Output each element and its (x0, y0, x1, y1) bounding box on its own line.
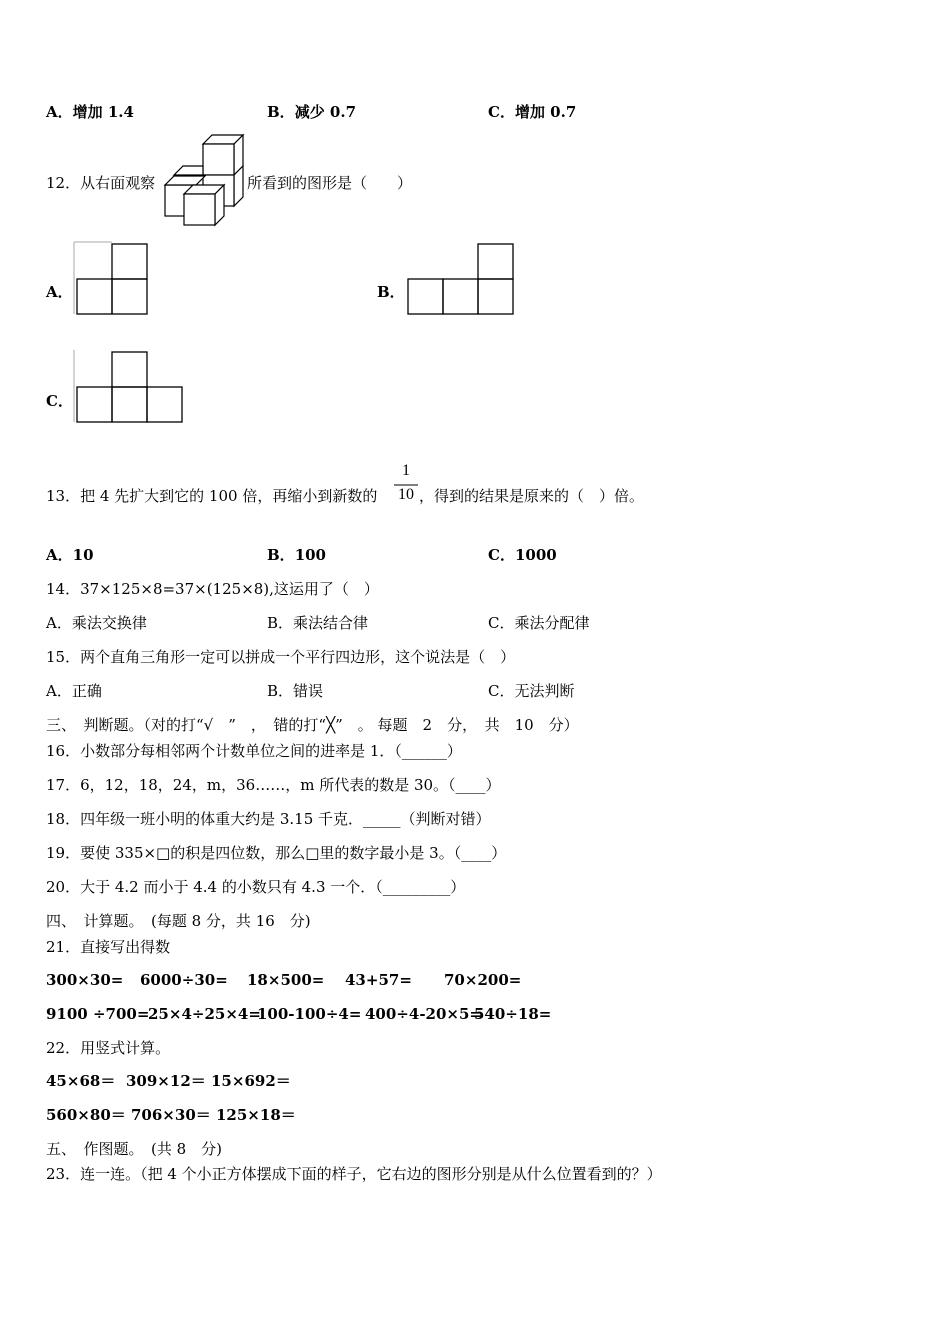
option-text: 增加 1.4 (72, 103, 134, 121)
q11-option-c[interactable] (488, 102, 576, 122)
q15-option-c[interactable] (488, 681, 575, 701)
q12-option-c-figure[interactable] (73, 348, 185, 426)
q12-option-a-label[interactable]: A． (46, 283, 73, 301)
q23-stem: 23．连一连。（把 4 个小正方体摆成下面的样子，它右边的图形分别是从什么位置看到的？） (46, 1165, 662, 1183)
section-5-heading: 五、 作图题。 (共 8 分) (46, 1140, 223, 1158)
q21-expression: 43+57= (345, 971, 412, 989)
q12-option-b-figure[interactable] (404, 240, 516, 318)
q13-stem-post: ，得到的结果是原来的（ ）倍。 (419, 487, 645, 505)
q21-expression: 400÷4-20×5= (365, 1005, 482, 1023)
q21-expression: 6000÷30= (140, 971, 228, 989)
q21-expression: 300×30= (46, 971, 124, 989)
q21-expression: 100-100÷4= (257, 1005, 362, 1023)
q12-stem-pre: 12．从右面观察 (46, 174, 156, 192)
q12-option-a-figure[interactable] (73, 240, 151, 318)
option-letter: B． (267, 614, 294, 632)
option-text: 增加 0.7 (514, 103, 577, 121)
option-text: 100 (294, 546, 326, 564)
q21-expression: 70×200= (444, 971, 522, 989)
q13-option-c[interactable] (488, 545, 557, 565)
option-letter: C． (488, 614, 515, 632)
q12-option-b-label[interactable]: B． (377, 283, 405, 301)
q22-stem: 22．用竖式计算。 (46, 1039, 171, 1057)
q15-option-a[interactable] (46, 681, 102, 701)
fraction-denominator: 10 (398, 486, 414, 503)
option-letter: A． (46, 103, 73, 121)
q17-stem: 17．6，12，18，24，m，36……，m 所代表的数是 30。（____） (46, 776, 501, 794)
q22-expression: 15×692＝ (211, 1072, 291, 1090)
q22-expression: 309×12＝ (126, 1072, 206, 1090)
option-text: 10 (72, 546, 94, 564)
q21-expression: 540÷18= (474, 1005, 552, 1023)
option-letter: A． (46, 682, 72, 700)
option-letter: B． (267, 103, 295, 121)
option-text: 减少 0.7 (294, 103, 357, 121)
option-text: 乘法分配律 (514, 614, 590, 632)
q11-option-a[interactable] (46, 102, 134, 122)
option-text: 乘法交换律 (71, 614, 147, 632)
q21-expression: 25×4÷25×4= (148, 1005, 261, 1023)
q13-option-b[interactable] (267, 545, 326, 565)
q13-stem-pre: 13．把 4 先扩大到它的 100 倍，再缩小到新数的 (46, 487, 378, 505)
q14-option-c[interactable] (488, 613, 590, 633)
option-letter: C． (488, 103, 515, 121)
option-letter: A． (46, 546, 73, 564)
q14-option-a[interactable] (46, 613, 147, 633)
q22-expression: 706×30＝ (131, 1106, 211, 1124)
q14-stem: 14．37×125×8=37×(125×8),这运用了（ ） (46, 580, 379, 598)
option-letter: C． (488, 546, 515, 564)
q21-stem: 21．直接写出得数 (46, 938, 171, 956)
q12-stem-post: 所看到的图形是（ ） (247, 174, 413, 192)
q13-option-a[interactable] (46, 545, 94, 565)
q15-stem: 15．两个直角三角形一定可以拼成一个平行四边形，这个说法是（ ） (46, 648, 516, 666)
option-letter: A． (46, 614, 72, 632)
q21-expression: 18×500= (247, 971, 325, 989)
q22-expression: 125×18＝ (216, 1106, 296, 1124)
q20-stem: 20．大于 4.2 而小于 4.4 的小数只有 4.3 一个．（_________） (46, 878, 466, 896)
option-letter: B． (267, 546, 295, 564)
section-4-heading: 四、 计算题。 (每题 8 分，共 16 分) (46, 912, 311, 930)
q16-stem: 16．小数部分每相邻两个计数单位之间的进率是 1．（______） (46, 742, 462, 760)
option-text: 1000 (514, 546, 557, 564)
q14-option-b[interactable] (267, 613, 368, 633)
q19-stem: 19．要使 335×□的积是四位数，那么□里的数字最小是 3。（____） (46, 844, 507, 862)
q15-option-b[interactable] (267, 681, 323, 701)
q12-cube-figure (162, 134, 248, 228)
option-text: 无法判断 (514, 682, 575, 700)
section-3-heading: 三、 判断题。（对的打“√ ” ， 错的打“╳” 。 每题 2 分， 共 10 分） (46, 716, 579, 734)
q21-expression: 9100 ÷700= (46, 1005, 150, 1023)
option-text: 正确 (71, 682, 102, 700)
q12-option-c-label[interactable]: C． (46, 392, 73, 410)
q22-expression: 45×68＝ (46, 1072, 116, 1090)
q11-option-b[interactable] (267, 102, 356, 122)
option-text: 错误 (293, 682, 324, 700)
option-letter: B． (267, 682, 294, 700)
option-letter: C． (488, 682, 515, 700)
fraction-numerator: 1 (402, 462, 410, 479)
q18-stem: 18．四年级一班小明的体重大约是 3.15 千克．_____（判断对错） (46, 810, 491, 828)
option-text: 乘法结合律 (293, 614, 369, 632)
q22-expression: 560×80＝ (46, 1106, 126, 1124)
